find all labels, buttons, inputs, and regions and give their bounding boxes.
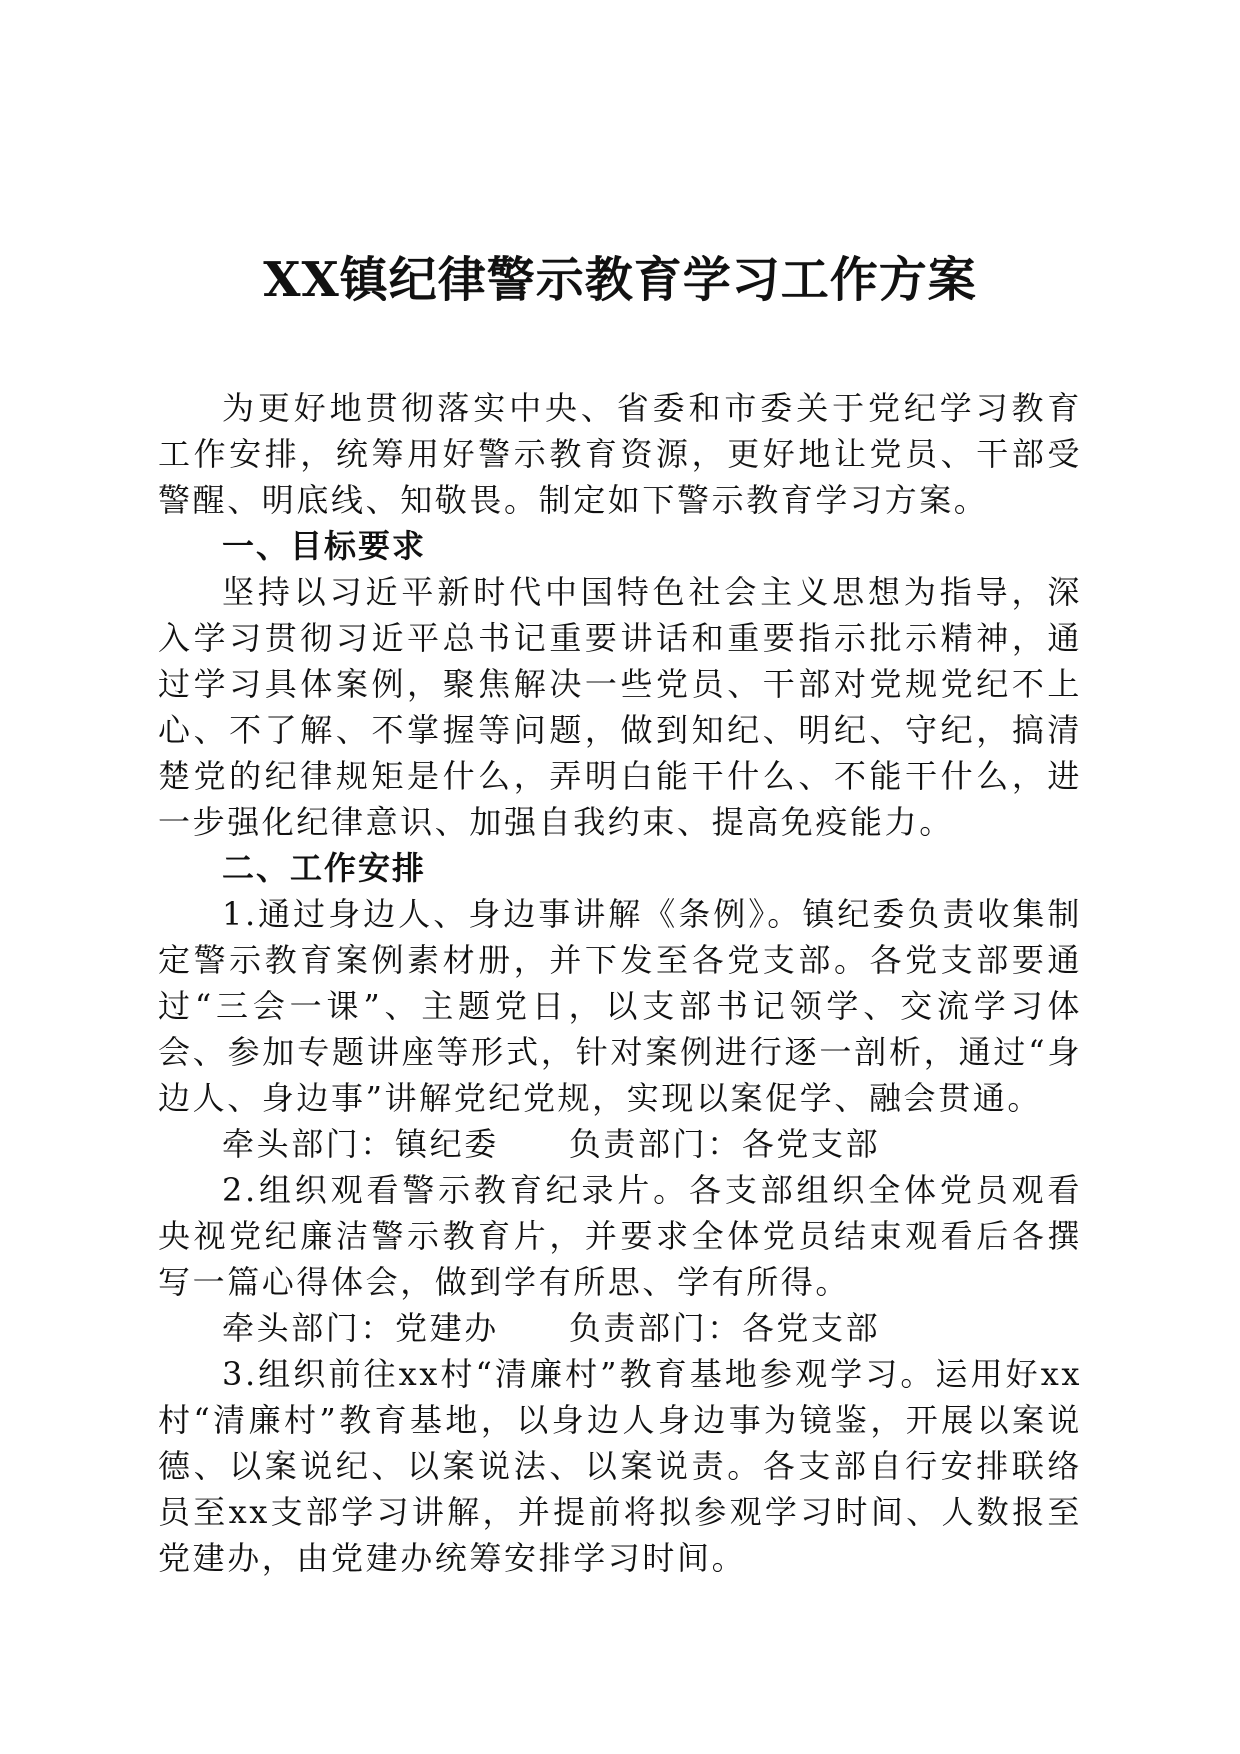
departments-line-2: [158, 1305, 1082, 1351]
departments-line-1: [158, 1121, 1082, 1167]
lead-department-2: 牵头部门：党建办: [222, 1309, 499, 1347]
goals-paragraph: 坚持以习近平新时代中国特色社会主义思想为指导，深入学习贯彻习近平总书记重要讲话和重要指示批示精神，通过学习具体案例，聚焦解决一些党员、干部对党规党纪不上心、不了解、不掌握等问题，做到知纪、明纪、守纪，搞清楚党的纪律规矩是什么，弄明白能干什么、不能干什么，进一步强化纪律意识、加强自我约束、提高免疫能力。: [158, 573, 1082, 841]
arrangement-item-3: 3.组织前往xx村“清廉村”教育基地参观学习。运用好xx村“清廉村”教育基地，以身边人身边事为镜鉴，开展以案说德、以案说纪、以案说法、以案说责。各支部自行安排联络员至xx支部学习讲解，并提前将拟参观学习时间、人数报至党建办，由党建办统筹安排学习时间。: [158, 1355, 1082, 1577]
arrangement-item-1: 1.通过身边人、身边事讲解《条例》。镇纪委负责收集制定警示教育案例素材册，并下发至各党支部。各党支部要通过“三会一课”、主题党日，以支部书记领学、交流学习体会、参加专题讲座等形式，针对案例进行逐一剖析，通过“身边人、身边事”讲解党纪党规，实现以案促学、融会贯通。: [158, 895, 1082, 1117]
section-heading-arrangements: 二、工作安排: [222, 849, 427, 887]
responsible-department-1: 负责部门：各党支部: [568, 1125, 881, 1163]
lead-department-1: 牵头部门：镇纪委: [222, 1125, 499, 1163]
arrangement-item-2: 2.组织观看警示教育纪录片。各支部组织全体党员观看央视党纪廉洁警示教育片，并要求全体党员结束观看后各撰写一篇心得体会，做到学有所思、学有所得。: [158, 1171, 1082, 1301]
section-heading-goals: 一、目标要求: [222, 527, 427, 565]
document-title: XX镇纪律警示教育学习工作方案: [263, 252, 977, 308]
responsible-department-2: 负责部门：各党支部: [568, 1309, 881, 1347]
intro-paragraph: 为更好地贯彻落实中央、省委和市委关于党纪学习教育工作安排，统筹用好警示教育资源，更好地让党员、干部受警醒、明底线、知敬畏。制定如下警示教育学习方案。: [158, 389, 1082, 519]
document-body: [158, 385, 1082, 1581]
